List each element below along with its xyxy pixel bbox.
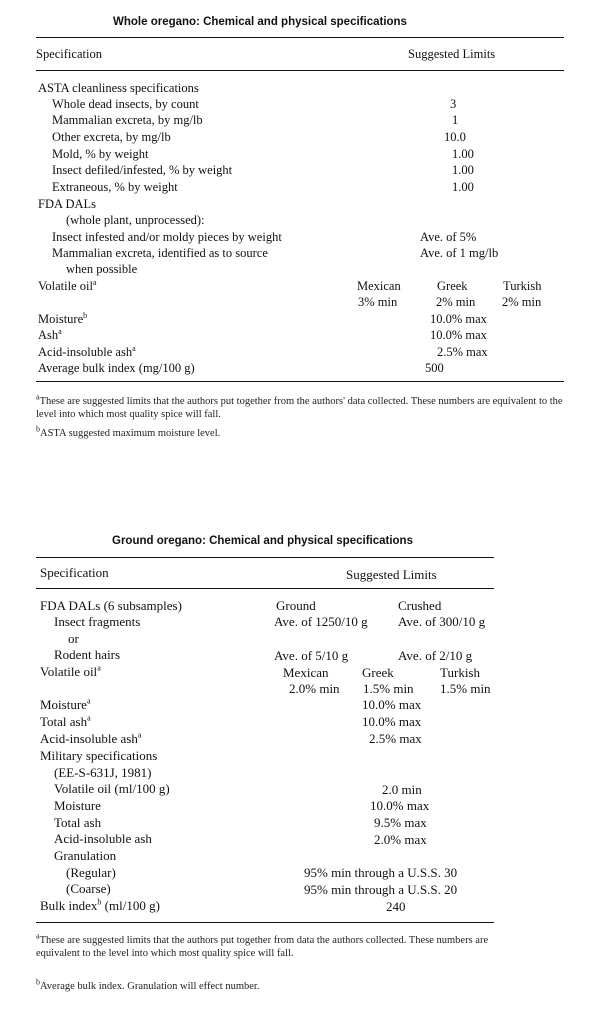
ground-military-row-label: Total ash: [54, 815, 102, 830]
ground-header-rule: [36, 588, 494, 589]
ground-row-label: Total ash$^a$: [40, 713, 91, 729]
ground-insect-label: Insect fragments: [54, 614, 141, 629]
whole-tail-label: Moisture$^b$: [38, 310, 88, 326]
ground-regular-label: (Regular): [66, 865, 116, 880]
ground-fda-label: FDA DALs (6 subsamples): [40, 598, 182, 613]
ground-volatile-label: Volatile oil$^a$: [40, 663, 101, 679]
ground-col-limits: Suggested Limits: [346, 567, 437, 582]
ground-volatile-mexican: Mexican: [283, 665, 329, 680]
whole-top-rule: [36, 37, 564, 38]
whole-row-value: 10.0: [444, 130, 466, 144]
whole-volatile-mexican-value: 3% min: [358, 295, 398, 309]
whole-fda-sub: (whole plant, unprocessed):: [66, 213, 205, 227]
ground-ground-head: Ground: [276, 598, 316, 613]
ground-volatile-greek-value: 1.5% min: [363, 681, 414, 696]
ground-military-row-value: 2.0 min: [382, 782, 422, 797]
whole-fda-label-cont: when possible: [66, 262, 138, 276]
ground-row-label: Acid-insoluble ash$^a$: [40, 730, 142, 746]
ground-military-ref: (EE-S-631J, 1981): [54, 765, 152, 780]
whole-table-caption: Whole oregano: Chemical and physical specifications: [113, 16, 407, 28]
whole-volatile-turkish-value: 2% min: [502, 295, 542, 309]
whole-col-spec: Specification: [36, 47, 102, 61]
ground-rodent-crushed: Ave. of 2/10 g: [398, 648, 473, 663]
whole-tail-value: 500: [425, 361, 444, 375]
ground-volatile-mexican-value: 2.0% min: [289, 681, 340, 696]
ground-volatile-turkish: Turkish: [440, 665, 480, 680]
whole-fda-value: Ave. of 5%: [420, 230, 477, 244]
whole-fda-label: Mammalian excreta, identified as to source: [52, 246, 268, 260]
whole-row-value: 1.00: [452, 147, 474, 161]
whole-row-label: Mammalian excreta, by mg/lb: [52, 113, 203, 127]
ground-row-value: 10.0% max: [362, 714, 422, 729]
ground-footnote-a: $^a$These are suggested limits that the authors put together from data the authors collected. These numbers are equivalent to the level into which most quality spice will fall.: [36, 931, 489, 959]
ground-granulation-label: Granulation: [54, 848, 117, 863]
whole-row-value: 3: [450, 97, 457, 111]
ground-crushed-head: Crushed: [398, 598, 442, 613]
whole-row-value: 1.00: [452, 163, 474, 177]
ground-insect-crushed: Ave. of 300/10 g: [398, 614, 486, 629]
ground-military-label: Military specifications: [40, 748, 158, 763]
whole-tail-value: 10.0% max: [430, 328, 487, 342]
ground-coarse-value: 95% min through a U.S.S. 20: [304, 882, 458, 897]
whole-row-value: 1: [452, 113, 459, 127]
ground-bulk-label: Bulk index$^b$ (ml/100 g): [40, 897, 160, 913]
ground-row-label: Moisture$^a$: [40, 696, 91, 712]
ground-military-row-value: 9.5% max: [374, 815, 427, 830]
ground-regular-value: 95% min through a U.S.S. 30: [304, 865, 458, 880]
ground-rodent-ground: Ave. of 5/10 g: [274, 648, 349, 663]
whole-row-label: Mold, % by weight: [52, 147, 149, 161]
ground-military-row-label: Acid-insoluble ash: [54, 831, 152, 846]
ground-volatile-turkish-value: 1.5% min: [440, 681, 491, 696]
ground-or-label: or: [68, 631, 79, 646]
whole-tail-label: Average bulk index (mg/100 g): [38, 361, 195, 375]
ground-footnote-b: $^b$Average bulk index. Granulation will effect number.: [36, 977, 260, 992]
whole-row-label: Other excreta, by mg/lb: [52, 130, 171, 144]
whole-row-label: Extraneous, % by weight: [52, 180, 178, 194]
ground-col-spec: Specification: [40, 565, 109, 580]
ground-top-rule: [36, 557, 494, 558]
whole-fda-label: Insect infested and/or moldy pieces by weight: [52, 230, 282, 244]
whole-volatile-greek: Greek: [437, 279, 468, 293]
ground-insect-ground: Ave. of 1250/10 g: [274, 614, 368, 629]
ground-military-row-label: Volatile oil (ml/100 g): [54, 781, 170, 796]
whole-volatile-turkish: Turkish: [503, 279, 542, 293]
whole-tail-value: 10.0% max: [430, 312, 487, 326]
ground-row-value: 2.5% max: [369, 731, 422, 746]
whole-volatile-greek-value: 2% min: [436, 295, 476, 309]
ground-table-caption: Ground oregano: Chemical and physical specifications: [112, 535, 413, 547]
whole-volatile-label: Volatile oil$^a$: [38, 277, 97, 293]
ground-military-row-value: 10.0% max: [370, 798, 430, 813]
whole-tail-label: Ash$^a$: [38, 326, 62, 342]
ground-volatile-greek: Greek: [362, 665, 394, 680]
ground-military-row-value: 2.0% max: [374, 832, 427, 847]
ground-bottom-rule: [36, 922, 494, 923]
whole-row-label: Whole dead insects, by count: [52, 97, 199, 111]
whole-header-rule: [36, 70, 564, 71]
whole-fda-value: Ave. of 1 mg/lb: [420, 246, 499, 260]
whole-asta-header: ASTA cleanliness specifications: [38, 81, 199, 95]
ground-row-value: 10.0% max: [362, 697, 422, 712]
ground-bulk-value: 240: [386, 899, 406, 914]
whole-footnote-a: $^a$These are suggested limits that the authors put together from the authors' data collected. These numbers are equivalent to the level into which most quality spice will fall.: [36, 392, 563, 420]
whole-volatile-mexican: Mexican: [357, 279, 401, 293]
whole-col-limits: Suggested Limits: [408, 47, 496, 61]
whole-fda-header: FDA DALs: [38, 197, 96, 211]
whole-row-label: Insect defiled/infested, % by weight: [52, 163, 233, 177]
ground-military-row-label: Moisture: [54, 798, 101, 813]
whole-tail-label: Acid-insoluble ash$^a$: [38, 343, 136, 359]
whole-bottom-rule: [36, 381, 564, 382]
ground-coarse-label: (Coarse): [66, 881, 111, 896]
whole-footnote-b: $^b$ASTA suggested maximum moisture level.: [36, 424, 221, 439]
ground-rodent-label: Rodent hairs: [54, 647, 121, 662]
whole-tail-value: 2.5% max: [437, 345, 488, 359]
whole-row-value: 1.00: [452, 180, 474, 194]
